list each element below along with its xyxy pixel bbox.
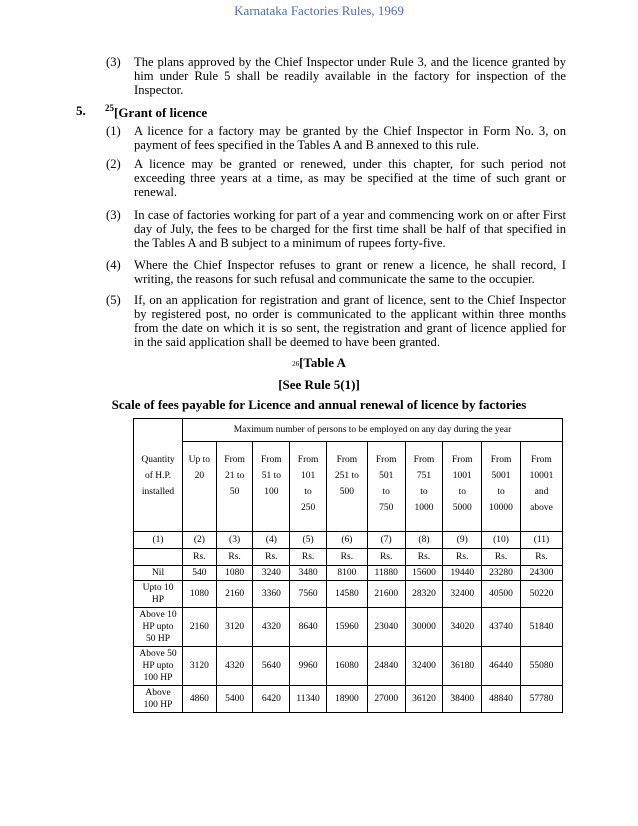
- fee-value: 9960: [290, 646, 327, 685]
- header-text: installed: [141, 486, 175, 497]
- column-header: [216, 442, 253, 532]
- header-text: 750: [379, 503, 394, 513]
- header-text: 250: [300, 503, 316, 513]
- fee-value: 50220: [520, 580, 562, 607]
- fee-value: 23280: [482, 565, 521, 580]
- fee-value: 19440: [443, 565, 482, 580]
- row-label: [134, 685, 183, 712]
- fee-value: 14580: [326, 580, 367, 607]
- clause-number: (5): [106, 293, 121, 307]
- clause-5: [106, 293, 566, 349]
- row-label-text: Above 50: [139, 648, 177, 659]
- fee-value: 2160: [183, 607, 217, 646]
- clause-text: A licence for a factory may be granted by the Chief Inspector in Form No. 3, on payment of fees specified in the Tables A and B annexed to this rule.: [134, 124, 566, 152]
- row-label-text: HP upto: [142, 660, 174, 671]
- fee-value: 3480: [290, 565, 327, 580]
- fee-value: 15600: [405, 565, 443, 580]
- fee-value: 23040: [367, 607, 405, 646]
- column-number: (2): [183, 531, 217, 548]
- fee-value: 57780: [520, 685, 562, 712]
- fee-value: 46440: [482, 646, 521, 685]
- fee-value: 28320: [405, 580, 443, 607]
- header-text: From: [531, 455, 552, 465]
- currency-label: Rs.: [290, 548, 327, 565]
- row-label: [134, 565, 183, 580]
- clause-number: (1): [106, 124, 121, 138]
- column-header: [443, 442, 482, 532]
- clause-3: [106, 208, 566, 250]
- header-text: to: [497, 487, 505, 497]
- header-text: 100: [264, 487, 279, 497]
- currency-row: [134, 548, 563, 565]
- clause-number: (3): [106, 208, 121, 222]
- fee-value: 4320: [216, 646, 253, 685]
- header-text: to: [304, 487, 312, 497]
- fee-value: 48840: [482, 685, 521, 712]
- fee-value: 21600: [367, 580, 405, 607]
- header-text: and: [534, 487, 549, 497]
- fee-value: 5640: [253, 646, 290, 685]
- fee-value: 6420: [253, 685, 290, 712]
- column-number-row: [134, 531, 563, 548]
- fee-value: 3120: [183, 646, 217, 685]
- row-label-text: 50 HP: [145, 633, 171, 644]
- quantity-header: [134, 442, 183, 532]
- column-number: (4): [253, 531, 290, 548]
- column-number: (11): [520, 531, 562, 548]
- table-header-row: [134, 442, 563, 532]
- header-text: 500: [339, 487, 354, 497]
- column-number: (8): [405, 531, 443, 548]
- table-row: [134, 685, 563, 712]
- row-label-text: Above: [145, 687, 171, 698]
- header-text: Quantity: [141, 454, 175, 465]
- section-number: 5.: [76, 103, 86, 118]
- fee-value: 4320: [253, 607, 290, 646]
- clause-text: Where the Chief Inspector refuses to grant or renew a licence, he shall record, I writing, the reasons for such refusal and communicate the same to the occupier.: [134, 258, 566, 286]
- fee-value: 24840: [367, 646, 405, 685]
- row-label: [134, 646, 183, 685]
- column-header: [520, 442, 562, 532]
- header-text: to: [458, 487, 466, 497]
- table-subtitle: [See Rule 5(1)]: [278, 377, 360, 392]
- header-text: Up to: [188, 455, 211, 465]
- table-title: [0, 355, 638, 371]
- column-number: (6): [326, 531, 367, 548]
- column-header: [326, 442, 367, 532]
- header-text: 50: [229, 487, 240, 497]
- fee-value: 27000: [367, 685, 405, 712]
- page-header: Karnataka Factories Rules, 1969: [234, 3, 404, 18]
- clause-number: (4): [106, 258, 121, 272]
- row-label: [134, 580, 183, 607]
- column-number: (3): [216, 531, 253, 548]
- column-number: (1): [134, 531, 183, 548]
- header-text: 751: [416, 471, 432, 481]
- footnote-ref: 26: [292, 360, 300, 368]
- fee-value: 43740: [482, 607, 521, 646]
- currency-label: Rs.: [367, 548, 405, 565]
- clause-text: A licence may be granted or renewed, under this chapter, for such period not exceeding three years at a time, as may be specified at the time of such grant or renewal.: [134, 157, 566, 199]
- empty-cell: [134, 419, 183, 442]
- fee-value: 3360: [253, 580, 290, 607]
- row-label-text: Upto 10: [142, 582, 174, 593]
- row-label-text: HP: [151, 594, 165, 605]
- column-number: (7): [367, 531, 405, 548]
- fee-table: [133, 418, 563, 713]
- fee-value: 34020: [443, 607, 482, 646]
- currency-label: Rs.: [520, 548, 562, 565]
- fee-value: 540: [183, 565, 217, 580]
- fee-value: 1080: [216, 565, 253, 580]
- row-label: [134, 607, 183, 646]
- clause-2: [106, 157, 566, 199]
- clause-number: (3): [106, 55, 121, 69]
- table-row: [134, 607, 563, 646]
- table-caption: Scale of fees payable for Licence and annual renewal of licence by factories: [111, 397, 527, 412]
- fee-value: 36180: [443, 646, 482, 685]
- row-label-text: HP upto: [142, 621, 174, 632]
- header-text: of H.P.: [144, 470, 172, 481]
- table-row: [134, 646, 563, 685]
- currency-label: Rs.: [253, 548, 290, 565]
- column-header: [367, 442, 405, 532]
- header-text: 20: [194, 471, 205, 481]
- empty-cell: [134, 548, 183, 565]
- header-text: to: [382, 487, 390, 497]
- fee-value: 51840: [520, 607, 562, 646]
- header-text: to: [420, 487, 428, 497]
- fee-value: 11880: [367, 565, 405, 580]
- header-text: From: [490, 455, 512, 465]
- fee-value: 40500: [482, 580, 521, 607]
- fee-value: 18900: [326, 685, 367, 712]
- header-text: 251 to: [334, 471, 359, 481]
- fee-value: 30000: [405, 607, 443, 646]
- column-number: (9): [443, 531, 482, 548]
- footnote-ref: 25: [105, 103, 114, 113]
- header-text: 5001: [491, 471, 511, 481]
- currency-label: Rs.: [482, 548, 521, 565]
- header-text: 501: [379, 471, 394, 481]
- section-title: [Grant of licence: [114, 105, 208, 120]
- clause-1: [106, 124, 566, 152]
- table-title-text: [Table A: [299, 355, 346, 370]
- header-text: 10001: [529, 471, 554, 481]
- header-text: From: [261, 455, 282, 465]
- fee-value: 55080: [520, 646, 562, 685]
- column-number: (10): [482, 531, 521, 548]
- fee-value: 8100: [326, 565, 367, 580]
- header-text: From: [297, 455, 319, 465]
- currency-label: Rs.: [183, 548, 217, 565]
- clause-text: In case of factories working for part of a year and commencing work on or after First day of July, the fees to be charged for the first time shall be half of that specified in the Tables A and B subject to a minimum of rupees forty-five.: [134, 208, 566, 250]
- currency-label: Rs.: [326, 548, 367, 565]
- fee-value: 4860: [183, 685, 217, 712]
- column-number: (5): [290, 531, 327, 548]
- column-header: [290, 442, 327, 532]
- fee-value: 5400: [216, 685, 253, 712]
- header-text: From: [336, 455, 358, 465]
- fee-value: 16080: [326, 646, 367, 685]
- header-text: From: [375, 455, 397, 465]
- header-text: From: [413, 455, 435, 465]
- currency-label: Rs.: [405, 548, 443, 565]
- header-text: 5000: [452, 503, 472, 513]
- fee-value: 38400: [443, 685, 482, 712]
- currency-label: Rs.: [216, 548, 253, 565]
- fee-value: 15960: [326, 607, 367, 646]
- clause-number: (2): [106, 157, 121, 171]
- fee-value: 3120: [216, 607, 253, 646]
- header-text: 1000: [414, 503, 434, 513]
- header-text: From: [224, 455, 245, 465]
- row-label-text: 100 HP: [143, 699, 173, 710]
- row-label-text: 100 HP: [143, 672, 173, 683]
- rule4-clause-3: [106, 55, 566, 97]
- fee-value: 11340: [290, 685, 327, 712]
- header-text: 21 to: [224, 471, 245, 481]
- column-header: [482, 442, 521, 532]
- span-header: Maximum number of persons to be employed on any day during the year: [183, 419, 563, 442]
- row-label-text: Above 10: [139, 609, 177, 620]
- fee-value: 7560: [290, 580, 327, 607]
- header-text: 1001: [452, 471, 472, 481]
- column-header: [253, 442, 290, 532]
- currency-label: Rs.: [443, 548, 482, 565]
- fee-value: 32400: [443, 580, 482, 607]
- clause-4: [106, 258, 566, 286]
- fee-value: 3240: [253, 565, 290, 580]
- fee-value: 36120: [405, 685, 443, 712]
- clause-text: The plans approved by the Chief Inspector under Rule 3, and the licence granted by him under Rule 5 shall be readily available in the factory for inspection of the Inspector.: [134, 55, 566, 97]
- fee-value: 2160: [216, 580, 253, 607]
- table-row: [134, 580, 563, 607]
- header-text: 101: [300, 471, 316, 481]
- header-text: 51 to: [261, 471, 281, 481]
- clause-text: If, on an application for registration and grant of licence, sent to the Chief Inspector by registered post, no order is communicated to the applicant within three months from the date on which it is so sent, the registration and grant of licence applied for in the said application shall be deemed to have been granted.: [134, 293, 566, 349]
- table-span-header-row: [134, 419, 563, 442]
- column-header: [183, 442, 217, 532]
- fee-value: 24300: [520, 565, 562, 580]
- fee-value: 8640: [290, 607, 327, 646]
- header-text: 10000: [489, 503, 513, 513]
- row-label-text: Nil: [151, 567, 165, 578]
- table-row: [134, 565, 563, 580]
- fee-value: 32400: [405, 646, 443, 685]
- header-text: From: [451, 455, 473, 465]
- column-header: [405, 442, 443, 532]
- fee-value: 1080: [183, 580, 217, 607]
- header-text: above: [530, 503, 553, 513]
